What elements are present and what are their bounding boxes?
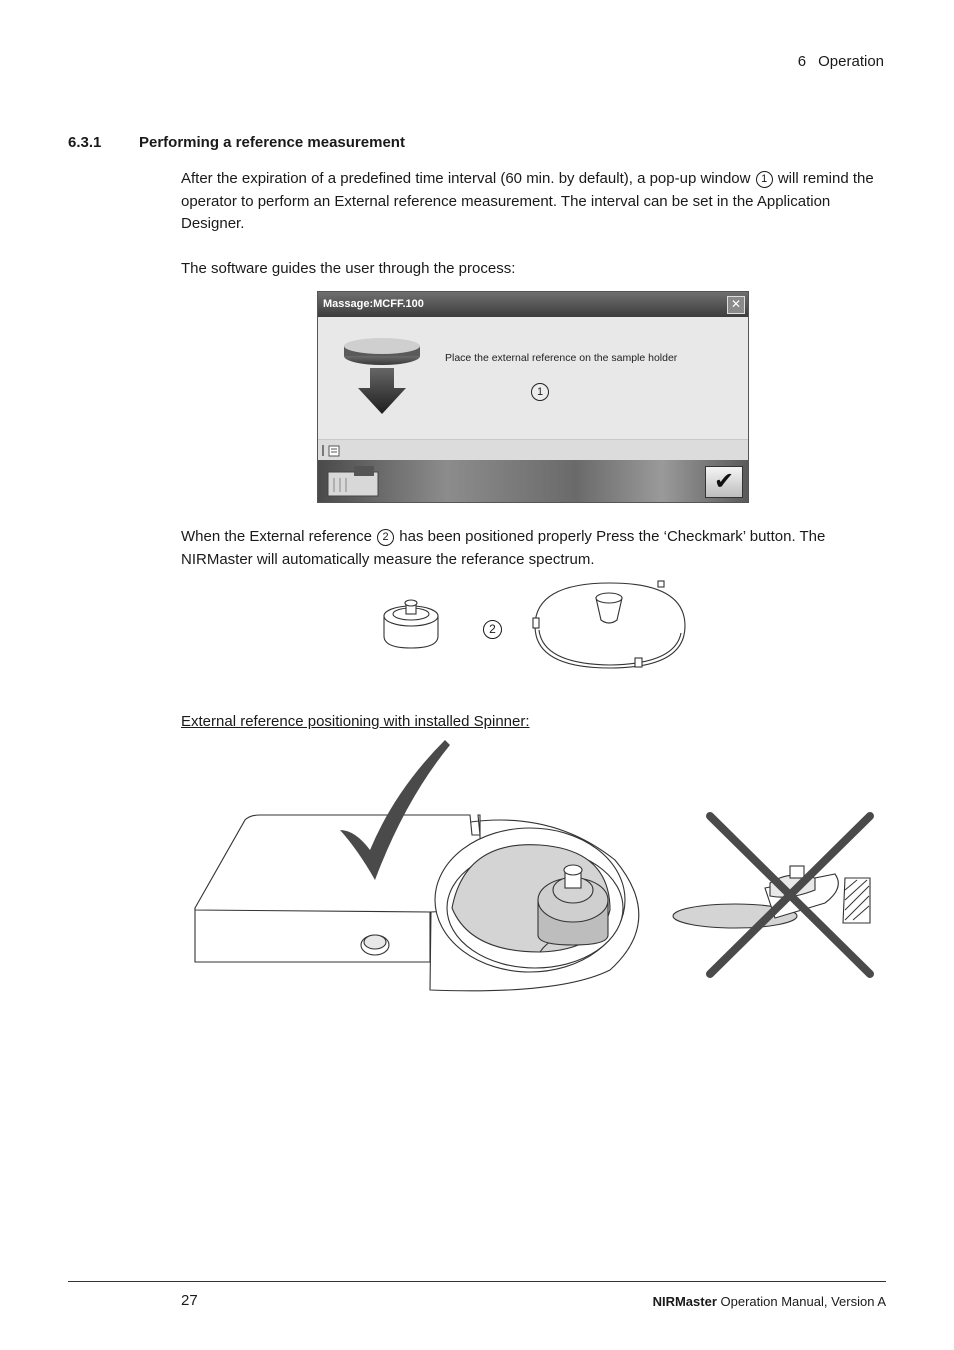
callout-marker-2: 2: [377, 529, 394, 546]
positioning-text-start: When the External reference: [181, 528, 372, 545]
dialog-callout-marker-1: 1: [531, 383, 549, 401]
checkmark-button[interactable]: ✔: [705, 466, 743, 498]
intro-paragraph: [181, 168, 886, 236]
incorrect-positioning-illustration: [665, 808, 880, 983]
close-icon[interactable]: ✕: [727, 296, 745, 314]
running-header: [798, 53, 884, 70]
guide-paragraph: The software guides the user through the process:: [181, 260, 516, 277]
dialog-bottom-bar: [318, 460, 748, 502]
spinner-positioning-caption: External reference positioning with installed Spinner:: [181, 713, 530, 730]
footer-manual-version: Operation Manual, Version A: [720, 1294, 886, 1309]
reference-disc-down-arrow-icon: [340, 336, 425, 421]
dialog-message: Place the external reference on the sample holder: [445, 352, 678, 364]
dialog-titlebar: [318, 292, 748, 317]
dialog-statusbar: [318, 439, 748, 460]
positioning-paragraph: [181, 526, 886, 571]
correct-positioning-illustration: [190, 740, 655, 995]
dialog-title: Massage:MCFF.100: [323, 298, 424, 310]
intro-text-end: will remind the operator to perform an External reference measurement. The interval can be set in the Application Designer.: [181, 170, 874, 232]
message-dialog-screenshot: [317, 291, 749, 503]
callout-marker-1: 1: [756, 171, 773, 188]
chapter-title: Operation: [818, 53, 884, 70]
document-icon: [321, 444, 343, 457]
external-reference-parts-illustration: [375, 578, 695, 673]
intro-text-start: After the expiration of a predefined time interval (60 min. by default), a pop-up window: [181, 170, 751, 187]
footer-rule: [68, 1281, 886, 1282]
positioning-text-end: has been positioned properly Press the ‘Checkmark’ button. The NIRMaster will automatically measure the referance spectrum.: [181, 528, 826, 568]
footer-product: NIRMaster: [652, 1294, 717, 1309]
section-number: 6.3.1: [68, 134, 102, 151]
chapter-number: 6: [797, 53, 807, 70]
section-title: Performing a reference measurement: [139, 134, 405, 151]
footer-manual-title: [653, 1294, 886, 1309]
illustration-callout-marker-2: 2: [483, 620, 502, 639]
page-number: 27: [181, 1292, 198, 1309]
instrument-icon: [324, 464, 382, 498]
